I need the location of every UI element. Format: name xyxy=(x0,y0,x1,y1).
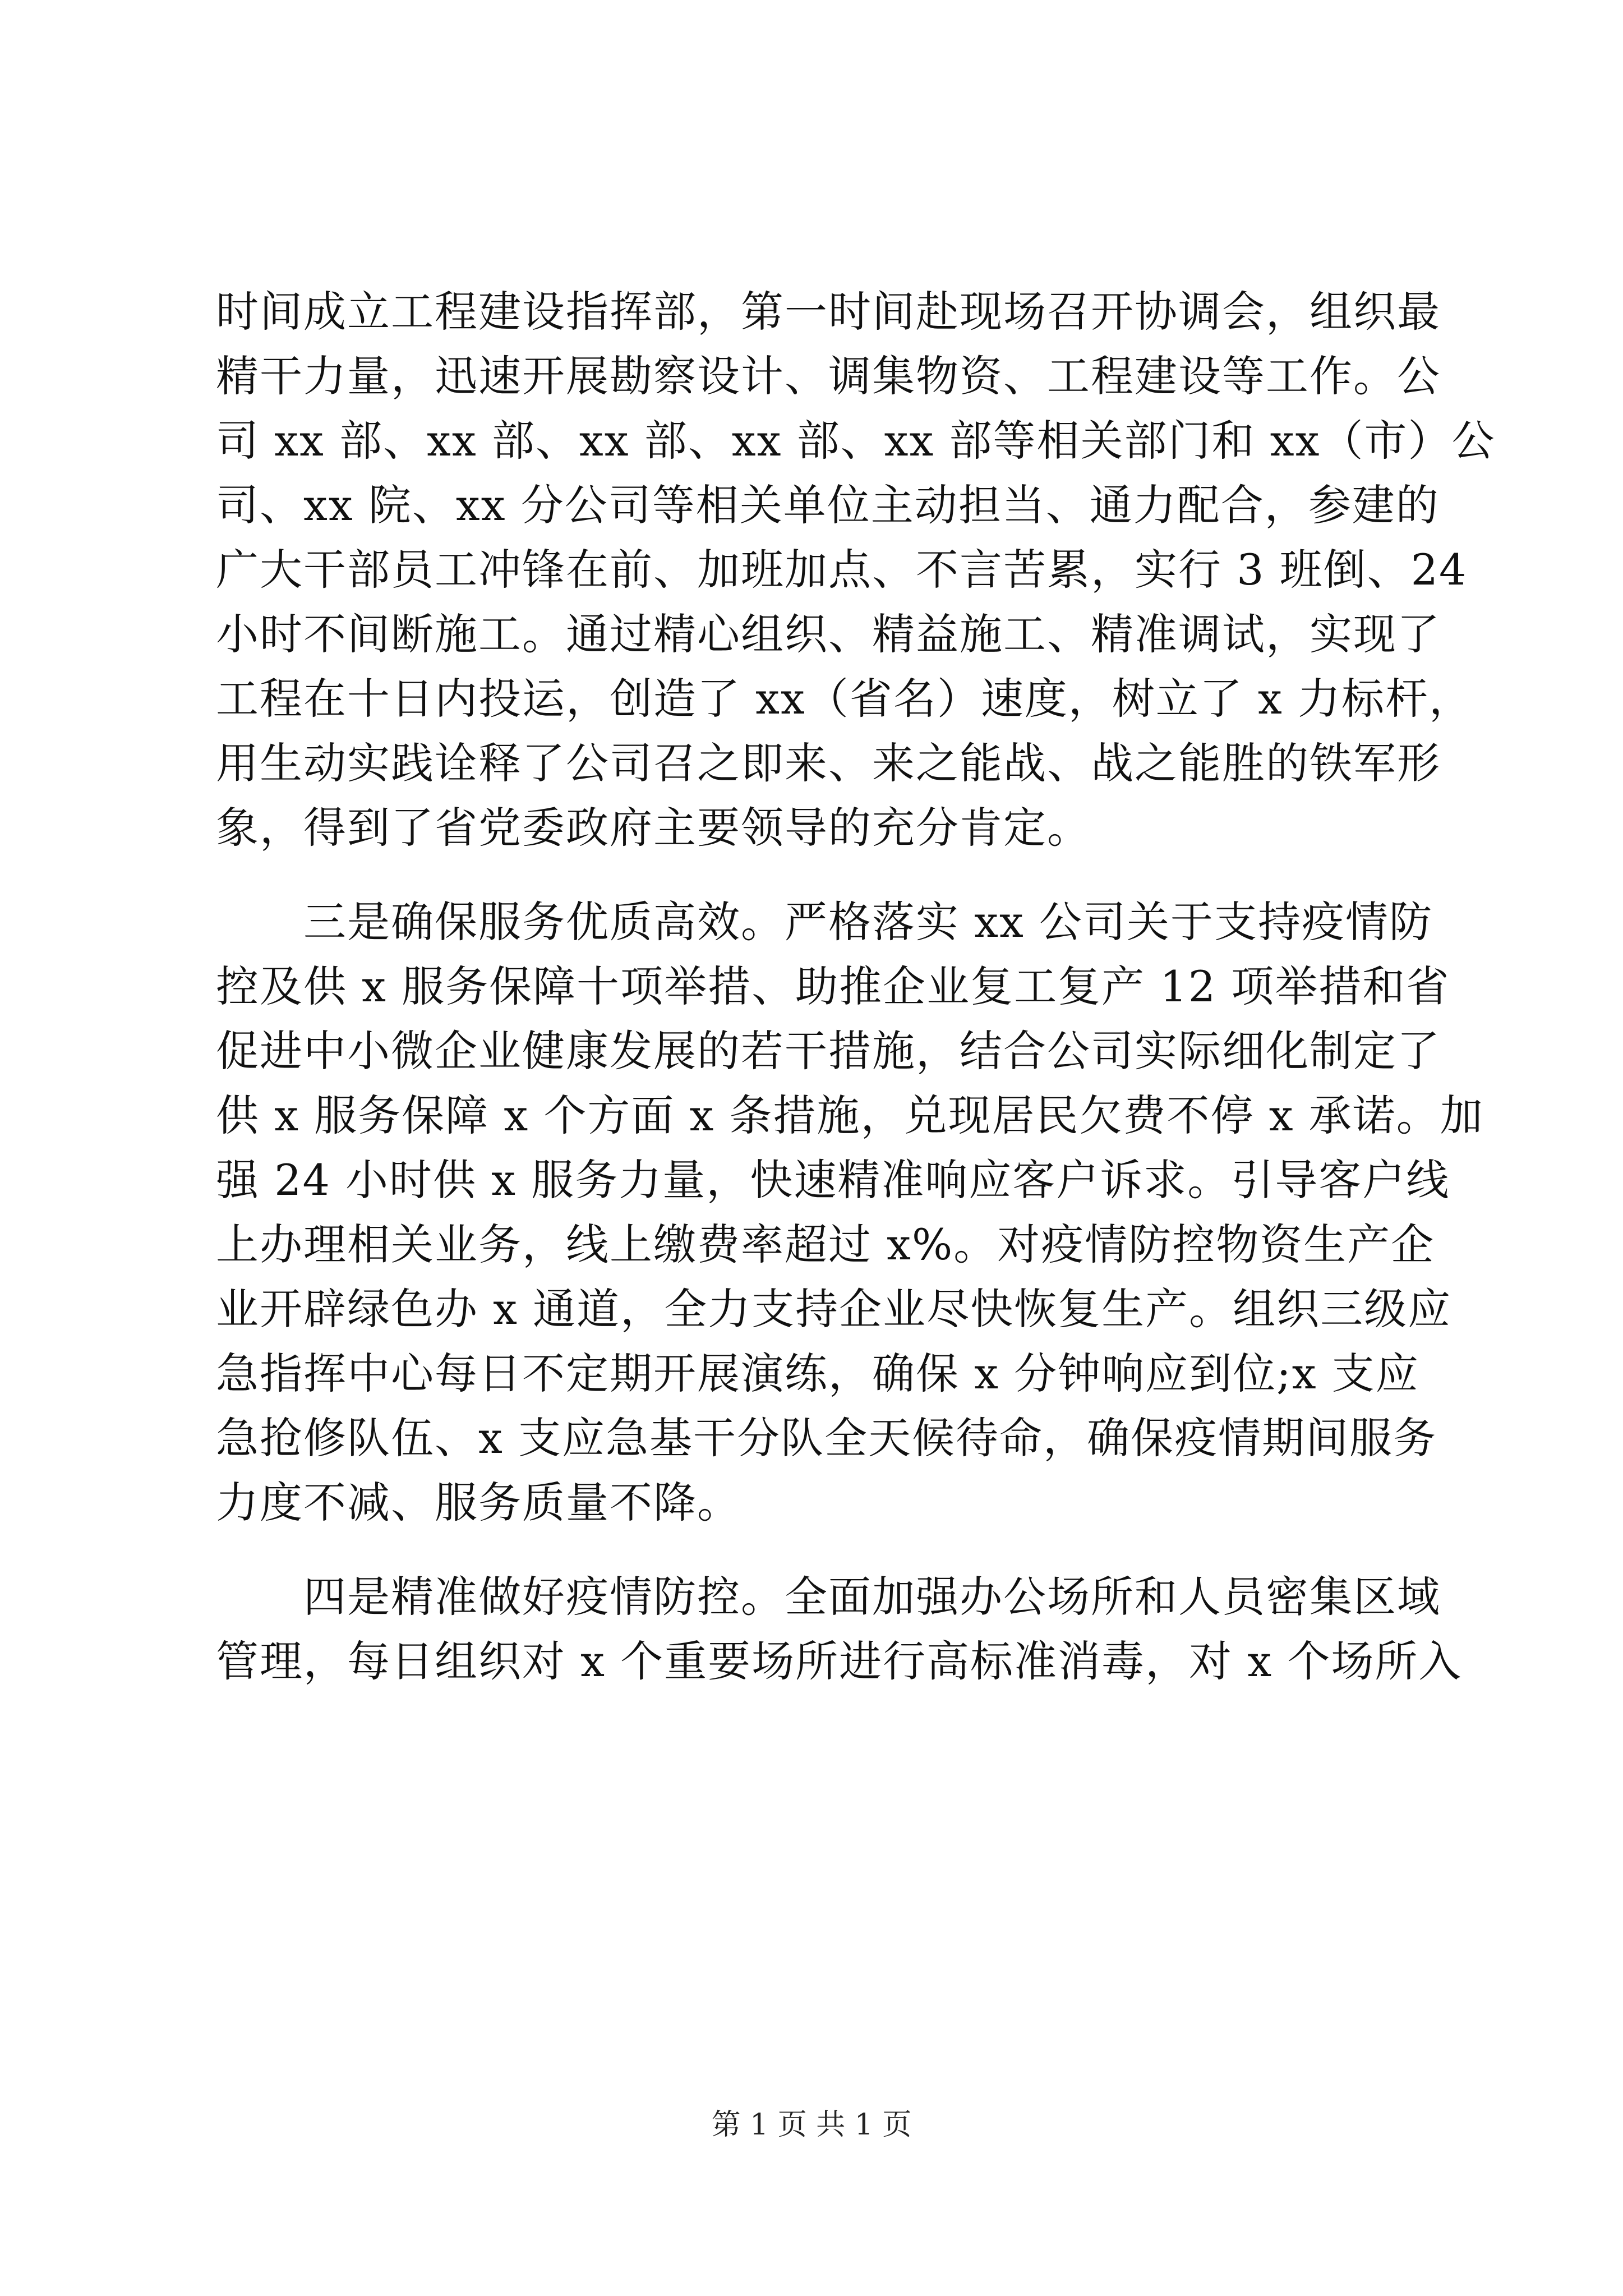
text-line: 急指挥中心每日不定期开展演练，确保 x 分钟响应到位;x 支应 xyxy=(216,1349,1419,1398)
text-line: 上办理相关业务，线上缴费率超过 x%。对疫情防控物资生产企 xyxy=(216,1220,1435,1269)
body-text xyxy=(216,279,1496,1694)
text-line: 象，得到了省党委政府主要领导的充分肯定。 xyxy=(216,803,1091,853)
text-line: 广大干部员工冲锋在前、加班加点、不言苦累，实行 3 班倒、24 xyxy=(216,545,1468,595)
text-line: 控及供 x 服务保障十项举措、助推企业复工复产 12 项举措和省 xyxy=(216,961,1450,1011)
text-line: 力度不减、服务质量不降。 xyxy=(216,1478,741,1527)
page-footer: 第 1 页 共 1 页 xyxy=(711,2108,912,2142)
text-line: 时间成立工程建设指挥部，第一时间赴现场召开协调会，组织最 xyxy=(216,287,1441,337)
text-line: 用生动实践诠释了公司召之即来、来之能战、战之能胜的铁军形 xyxy=(216,738,1441,788)
text-line: 四是精准做好疫情防控。全面加强办公场所和人员密集区域 xyxy=(216,1572,1441,1622)
text-line: 工程在十日内投运，创造了 xx（省名）速度，树立了 x 力标杆， xyxy=(216,674,1473,724)
paragraph-2 xyxy=(216,890,1484,1535)
text-line: 司、xx 院、xx 分公司等相关单位主动担当、通力配合，参建的 xyxy=(216,480,1440,530)
paragraph-1 xyxy=(216,279,1496,860)
text-line: 业开辟绿色办 x 通道，全力支持企业尽快恢复生产。组织三级应 xyxy=(216,1284,1452,1334)
paragraph-3 xyxy=(216,1565,1463,1694)
text-line: 急抢修队伍、x 支应急基干分队全天候待命，确保疫情期间服务 xyxy=(216,1413,1437,1463)
text-line: 三是确保服务优质高效。严格落实 xx 公司关于支持疫情防 xyxy=(216,897,1433,947)
text-line: 小时不间断施工。通过精心组织、精益施工、精准调试，实现了 xyxy=(216,609,1441,659)
text-line: 供 x 服务保障 x 个方面 x 条措施，兑现居民欠费不停 x 承诺。加 xyxy=(216,1091,1484,1140)
text-line: 促进中小微企业健康发展的若干措施，结合公司实际细化制定了 xyxy=(216,1026,1441,1076)
text-line: 强 24 小时供 x 服务力量，快速精准响应客户诉求。引导客户线 xyxy=(216,1155,1450,1205)
text-line: 精干力量，迅速开展勘察设计、调集物资、工程建设等工作。公 xyxy=(216,351,1441,401)
text-line: 司 xx 部、xx 部、xx 部、xx 部、xx 部等相关部门和 xx（市）公 xyxy=(216,416,1496,466)
text-line: 管理，每日组织对 x 个重要场所进行高标准消毒，对 x 个场所入 xyxy=(216,1636,1463,1686)
